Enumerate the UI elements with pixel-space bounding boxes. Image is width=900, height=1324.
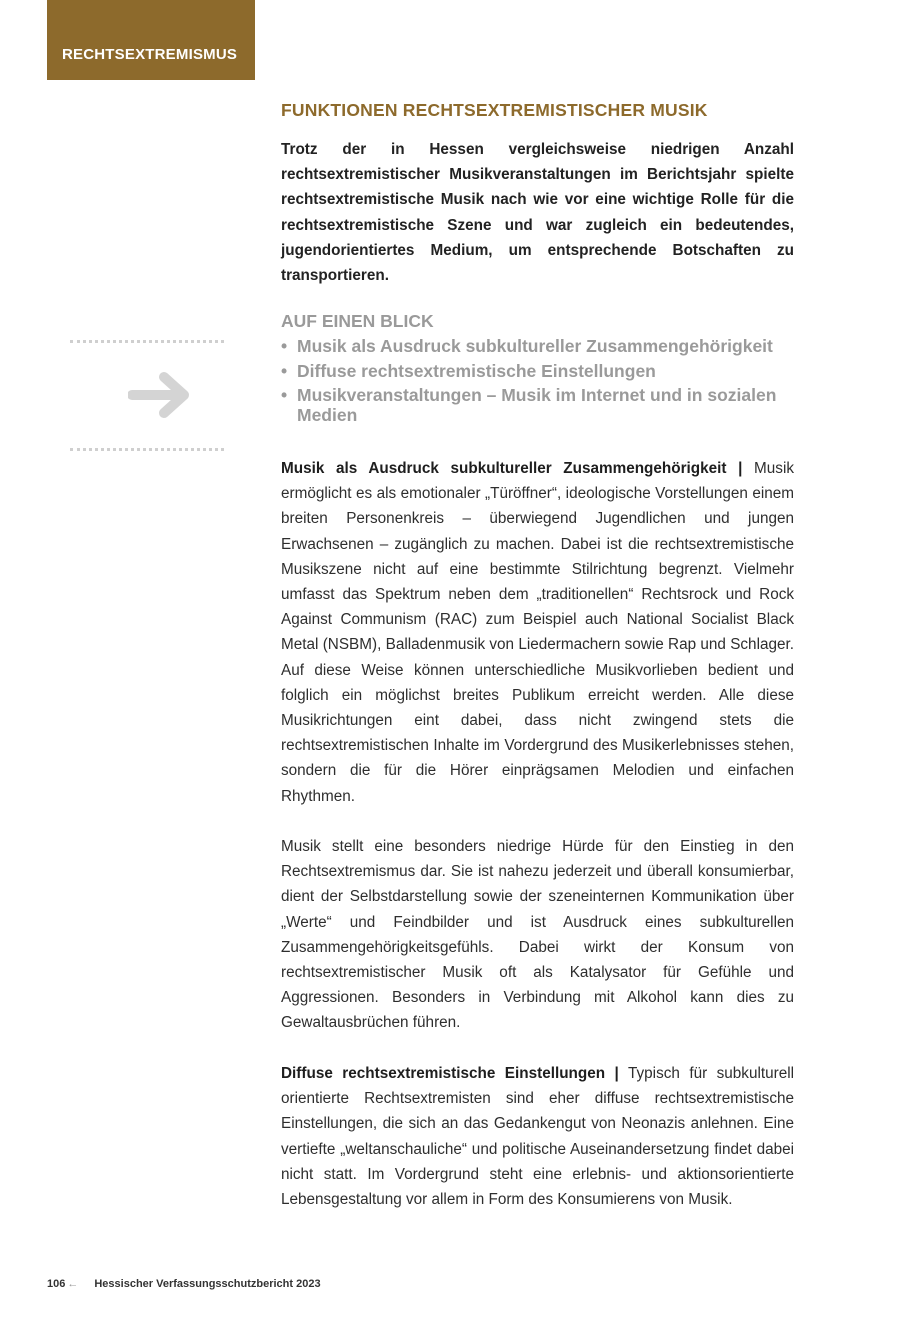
list-item: • Musik als Ausdruck subkultureller Zusammengehörigkeit — [281, 336, 773, 356]
dotted-divider-top — [70, 340, 224, 343]
paragraph-text: Musik ermöglicht es als emotionaler „Türöffner“, ideologische Vorstellungen einem breiten Personenkreis – überwiegend Jugendlichen und jungen Erwachsenen – zugänglich zu machen. Dabei ist die rechtsextremistische Musikszene nicht auf eine bestimmte Stilrichtung begrenzt. Vielmehr umfasst das Spektrum neben dem „traditionellen“ Rechtsrock und Rock Against Communism (RAC) zum Beispiel auch National Socialist Black Metal (NSBM), Balladenmusik von Liedermachern sowie Rap und Schlager. Auf diese Weise können unterschiedliche Musikvorlieben bedient und folglich ein möglichst breites Publikum erreicht werden. Alle diese Musikrichtungen eint dabei, dass nicht zwingend stets die rechtsextremistischen Inhalte im Vordergrund des Musikerlebnisses stehen, sondern die für die Hörer einprägsamen Melodien und einfachen Rhythmen. — [281, 460, 794, 805]
paragraph-text: Typisch für subkulturell orientierte Rechtsextremisten sind eher diffuse rechtsextremistische Einstellungen, die sich an das Gedankengut von Neonazis anlehnen. Eine vertiefte „weltanschauliche“ und politische Auseinandersetzung findet dabei nicht statt. Im Vordergrund steht eine erlebnis- und aktionsorientierte Lebensgestaltung vor allem in Form des Konsumierens von Musik. — [281, 1065, 794, 1209]
paragraph-text: Musik stellt eine besonders niedrige Hürde für den Einstieg in den Rechtsextremismus dar. Sie ist nahezu jederzeit und überall konsumierbar, dient der Selbstdarstellung sowie der szeneinternen Kommunikation über „Werte“ und Feindbilder und ist Ausdruck eines subkulturellen Zusammengehörigkeitsgefühls. Dabei wirkt der Konsum von rechtsextremistischer Musik oft als Katalysator für Gefühle und Aggressionen. Besonders in Verbindung mit Alkohol kann dies zu Gewaltausbrüchen führen. — [281, 838, 794, 1032]
paragraph-low-threshold — [281, 834, 794, 1036]
paragraph-runin-heading: Diffuse rechtsextremistische Einstellungen | — [281, 1065, 619, 1082]
section-tab: RECHTSEXTREMISMUS — [47, 0, 255, 80]
list-item: • Musikveranstaltungen – Musik im Internet und in sozialen Medien — [281, 385, 777, 425]
right-arrow-icon — [128, 370, 192, 425]
publication-title: Hessischer Verfassungsschutzbericht 2023 — [94, 1278, 321, 1290]
lead-paragraph: Trotz der in Hessen vergleichsweise niedrigen Anzahl rechtsextremistischer Musikveranstaltungen im Berichtsjahr spielte rechtsextremistische Musik nach wie vor eine wichtige Rolle für die rechtsextremistische Szene und war zugleich ein bedeutendes, jugendorientiertes Medium, um entsprechende Botschaften zu transportieren. — [281, 141, 794, 285]
at-a-glance-title: AUF EINEN BLICK — [281, 311, 434, 331]
paragraph-runin-heading: Musik als Ausdruck subkultureller Zusammengehörigkeit | — [281, 460, 743, 477]
paragraph-diffuse-attitudes — [281, 1061, 794, 1212]
at-a-glance-list — [281, 337, 794, 430]
section-heading: FUNKTIONEN RECHTSEXTREMISTISCHER MUSIK — [281, 100, 708, 120]
left-arrow-icon: ← — [67, 1278, 79, 1290]
dotted-divider-bottom — [70, 448, 224, 451]
list-item: • Diffuse rechtsextremistische Einstellungen — [281, 360, 656, 381]
page-footer — [47, 1278, 321, 1290]
page-number: 106 — [47, 1278, 66, 1290]
paragraph-music-expression — [281, 456, 794, 809]
